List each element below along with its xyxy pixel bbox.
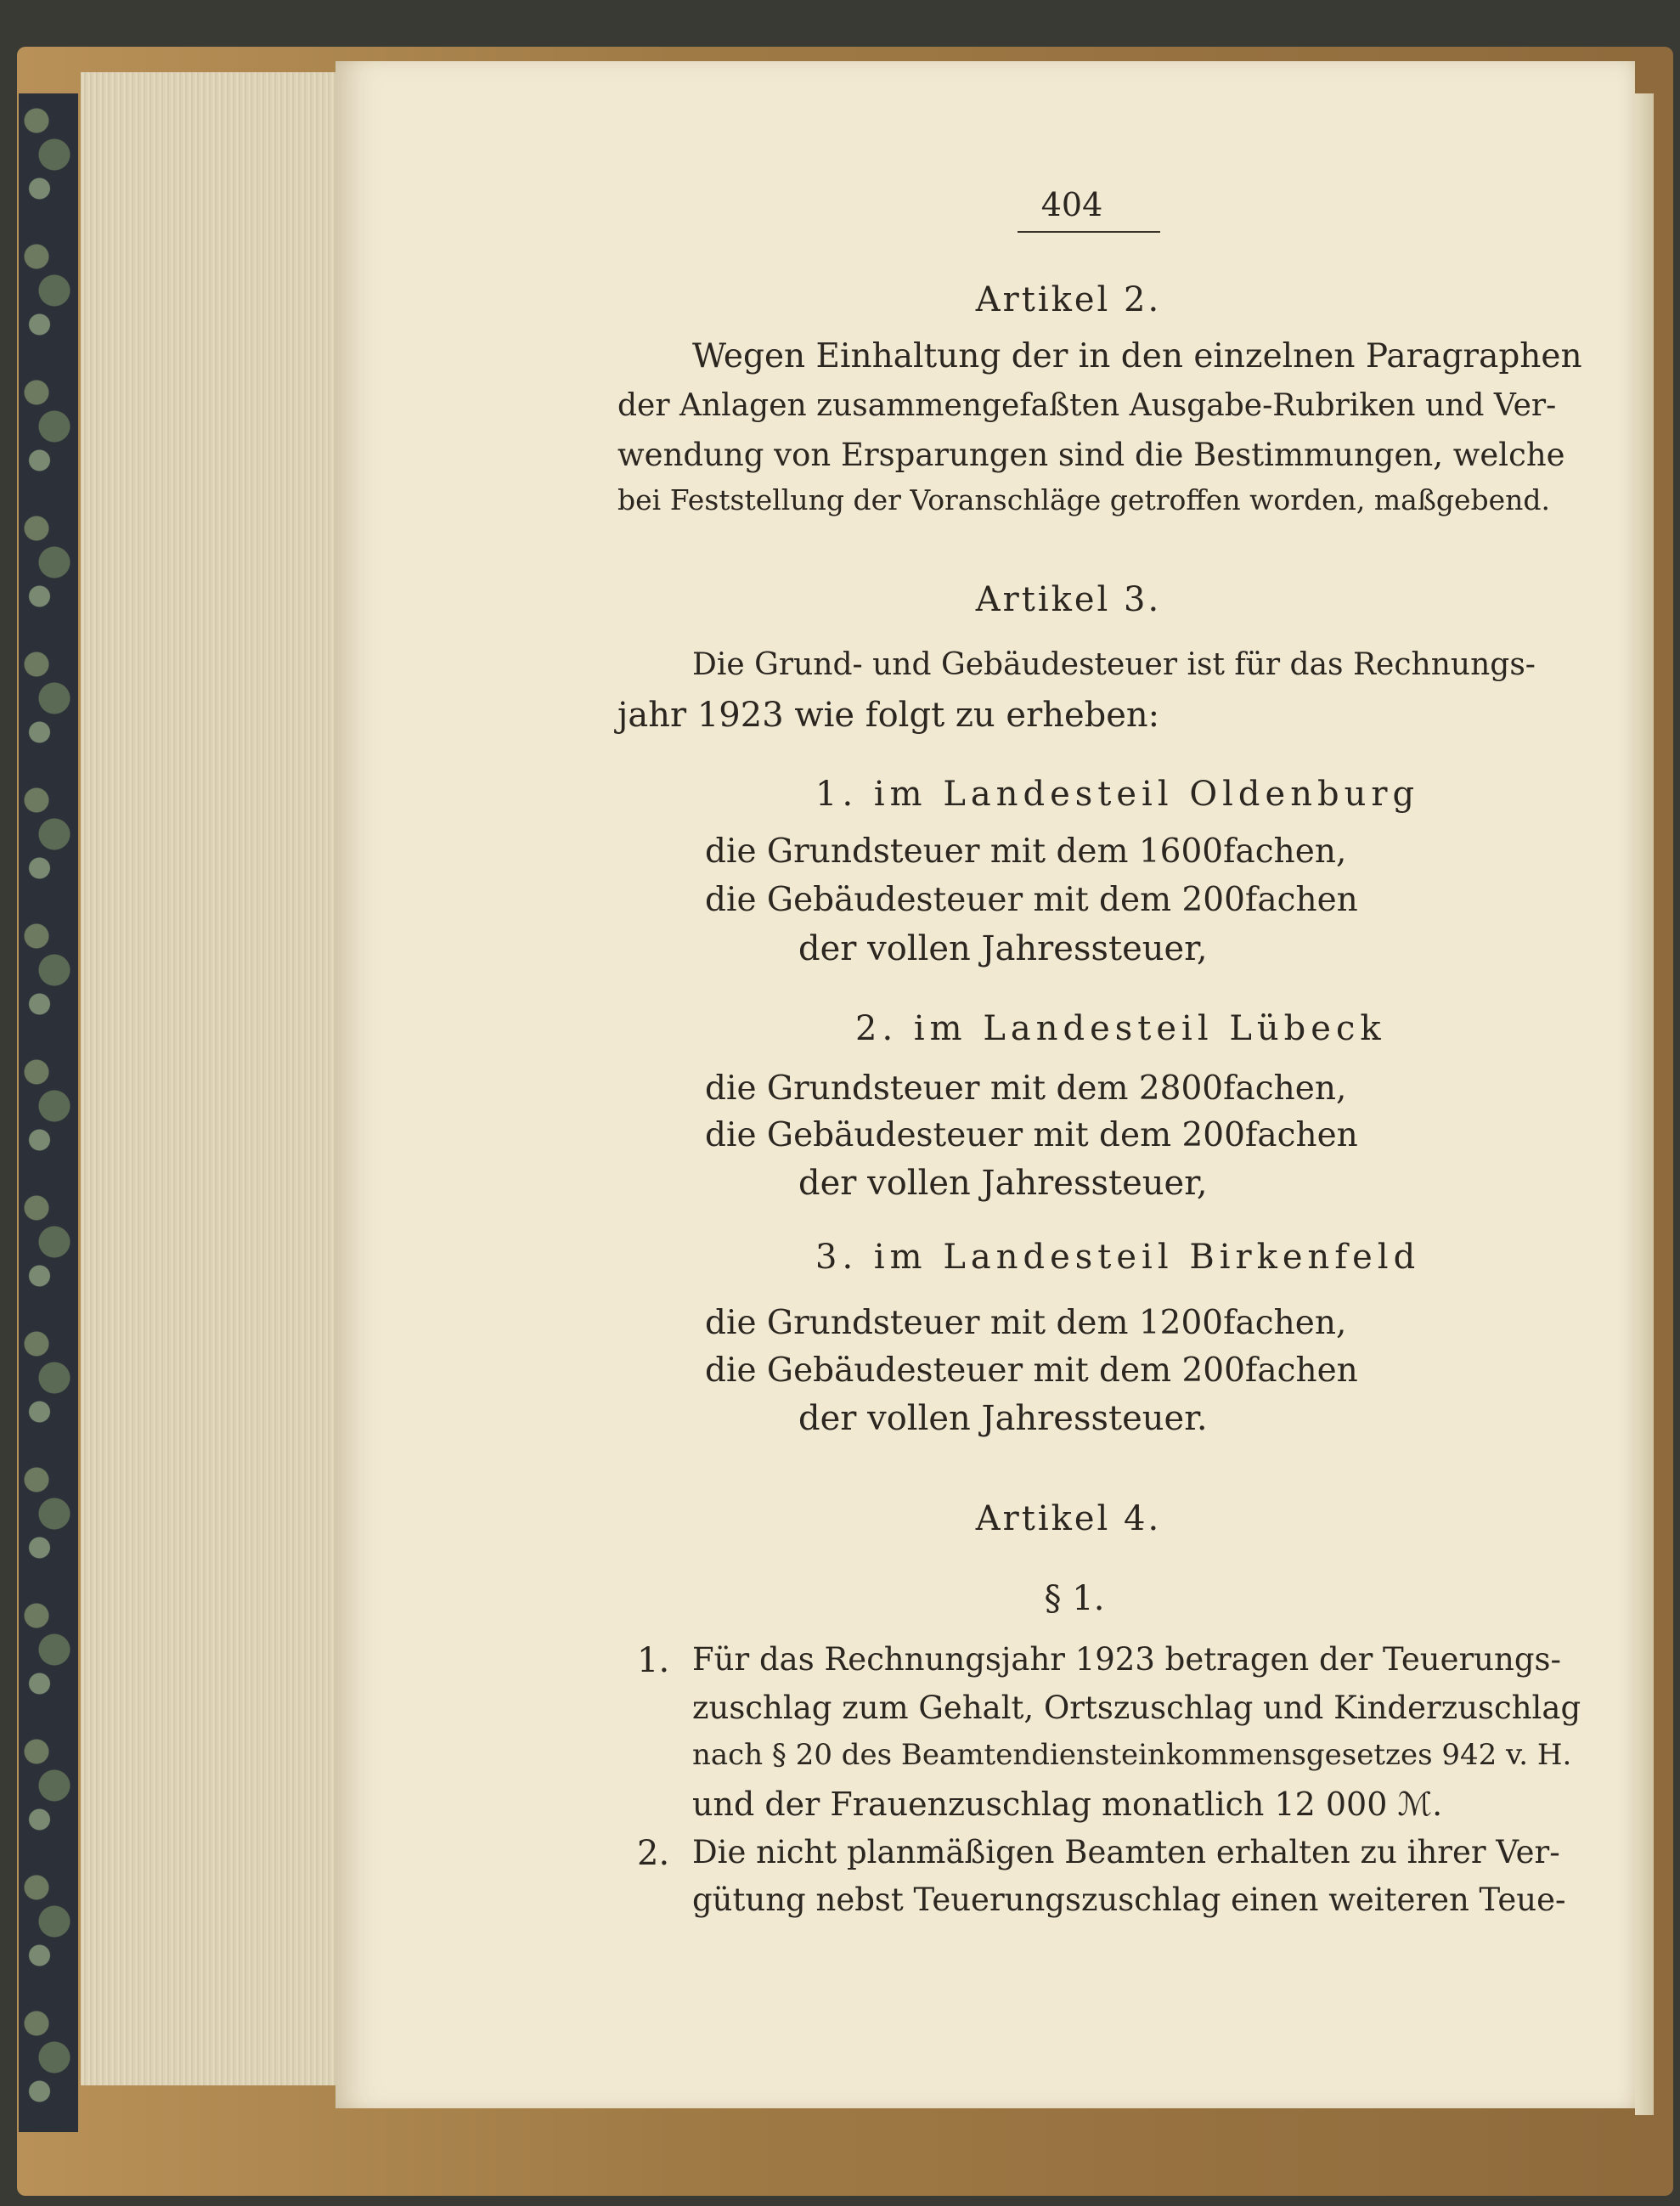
paragraph-sign: § 1. bbox=[1044, 1579, 1105, 1618]
page-number-rule bbox=[1018, 231, 1160, 233]
page-block-edges bbox=[81, 72, 337, 2085]
article-2-heading: Artikel 2. bbox=[975, 280, 1162, 319]
section-oldenburg-title: 1. im Landesteil Oldenburg bbox=[815, 775, 1420, 814]
marbled-cover-edge bbox=[19, 93, 78, 2132]
section-line: die Grundsteuer mit dem 2800fachen, bbox=[705, 1069, 1347, 1108]
item-line: zuschlag zum Gehalt, Ortszuschlag und Kinderzuschlag bbox=[692, 1690, 1581, 1726]
section-line: die Grundsteuer mit dem 1600fachen, bbox=[705, 832, 1347, 871]
section-line: die Gebäudesteuer mit dem 200fachen bbox=[705, 1116, 1358, 1154]
page-right-edge bbox=[1635, 93, 1654, 2115]
section-birkenfeld-title: 3. im Landesteil Birkenfeld bbox=[815, 1238, 1421, 1277]
section-luebeck-title: 2. im Landesteil Lübeck bbox=[855, 1009, 1386, 1048]
article-2-line: wendung von Ersparungen sind die Bestimmungen, welche bbox=[617, 437, 1565, 473]
item-line: und der Frauenzuschlag monatlich 12 000 ℳ. bbox=[692, 1786, 1443, 1823]
section-line: die Gebäudesteuer mit dem 200fachen bbox=[705, 881, 1358, 919]
section-line: die Gebäudesteuer mit dem 200fachen bbox=[705, 1351, 1358, 1390]
item-line: Für das Rechnungsjahr 1923 betragen der Teuerungs- bbox=[692, 1641, 1561, 1678]
item-line: Die nicht planmäßigen Beamten erhalten zu ihrer Ver- bbox=[692, 1834, 1560, 1870]
article-2-line: bei Feststellung der Voranschläge getroffen worden, maßgebend. bbox=[617, 483, 1551, 516]
article-3-intro-line: jahr 1923 wie folgt zu erheben: bbox=[617, 696, 1160, 735]
section-line: der vollen Jahressteuer. bbox=[798, 1399, 1208, 1438]
section-line: der vollen Jahressteuer, bbox=[798, 1164, 1208, 1203]
article-3-heading: Artikel 3. bbox=[975, 580, 1162, 619]
item-line: nach § 20 des Beamtendiensteinkommensgesetzes 942 v. H. bbox=[692, 1738, 1572, 1772]
item-line: gütung nebst Teuerungszuschlag einen weiteren Teue- bbox=[692, 1882, 1566, 1918]
section-line: der vollen Jahressteuer, bbox=[798, 929, 1208, 968]
article-4-heading: Artikel 4. bbox=[975, 1499, 1162, 1538]
page-number: 404 bbox=[1040, 186, 1103, 223]
section-line: die Grundsteuer mit dem 1200fachen, bbox=[705, 1304, 1347, 1342]
article-2-line: Wegen Einhaltung der in den einzelnen Paragraphen bbox=[692, 337, 1582, 375]
item-number: 1. bbox=[637, 1641, 670, 1680]
article-3-intro-line: Die Grund- und Gebäudesteuer ist für das Rechnungs- bbox=[692, 647, 1536, 682]
article-2-line: der Anlagen zusammengefaßten Ausgabe-Rubriken und Ver- bbox=[617, 388, 1557, 423]
item-number: 2. bbox=[637, 1834, 670, 1873]
